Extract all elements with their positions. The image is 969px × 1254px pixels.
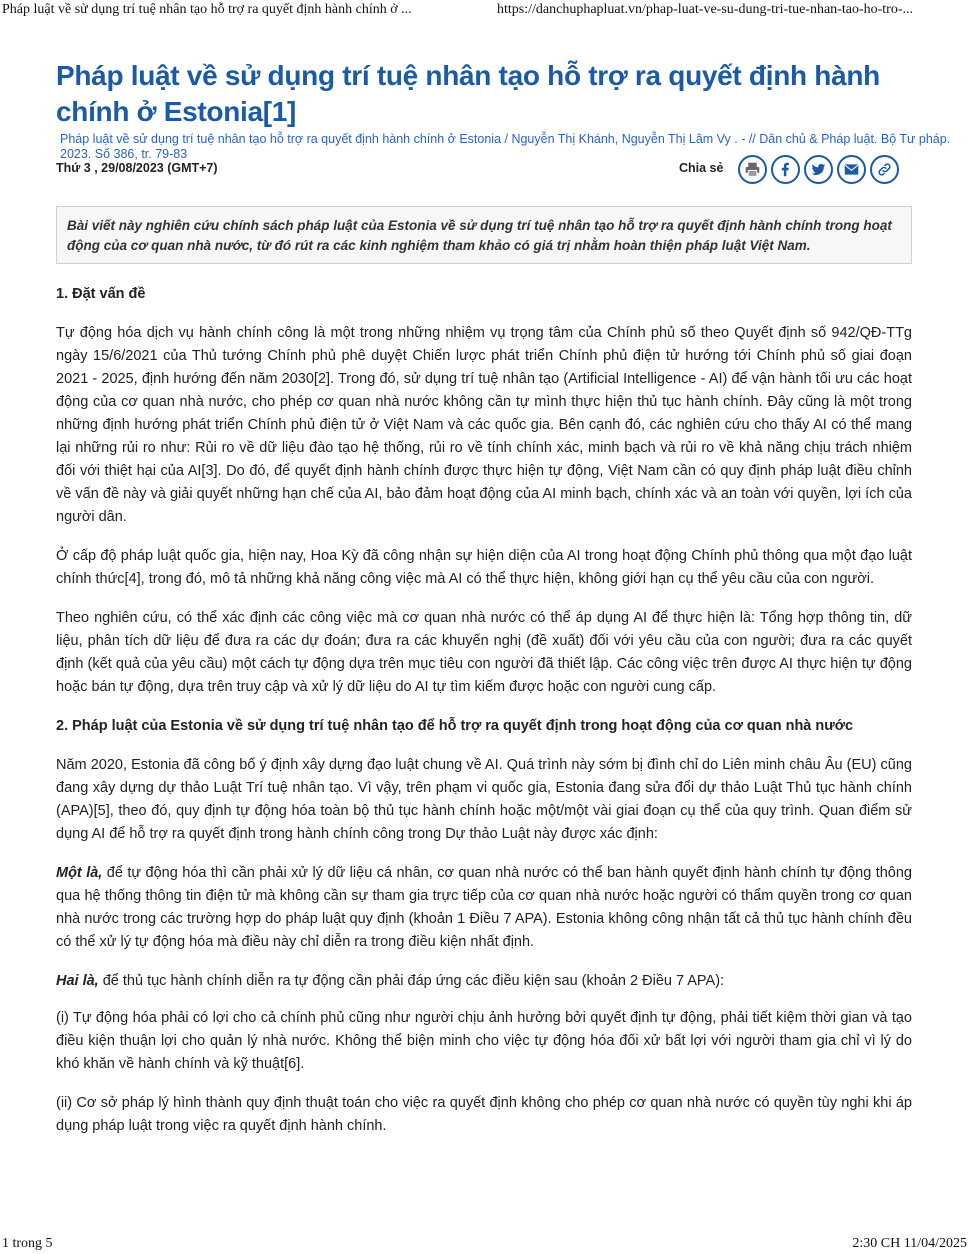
paragraph-3: Theo nghiên cứu, có thể xác định các công việc mà cơ quan nhà nước có thể áp dụng AI để thực hiện là: Tổng hợp thông tin, dữ liệu, phân tích dữ liệu để đưa ra các dự đoán; đưa ra các khuyến nghị (đề xuất) đối với yêu cầu của con người; đưa ra các quyết định (kết quả của yêu cầu) một cách tự động dựa trên mục tiêu con người đã thiết lập. Các công việc trên được AI thực hiện tự động hoặc bán tự động, dựa trên truy cập và xử lý dữ liệu do AI tự tìm kiếm được hoặc con người cung cấp. [56,610,912,695]
paragraph-6-lead: Hai là, [56,973,99,989]
print-icon[interactable] [738,155,767,184]
print-header-title: Pháp luật về sử dụng trí tuệ nhân tạo hỗ trợ ra quyết định hành chính ở ... [2,2,412,17]
print-footer [0,1236,969,1254]
paragraph-4: Năm 2020, Estonia đã công bố ý định xây dựng đạo luật chung về AI. Quá trình này sớm bị đình chỉ do Liên minh châu Âu (EU) cũng đang xây dựng dự thảo Luật Trí tuệ nhân tạo. Vì vậy, trên phạm vi quốc gia, Estonia đang sửa đổi dự thảo Luật Thủ tục hành chính (APA)[5], theo đó, quy định tự động hóa toàn bộ thủ tục hành chính hoặc một/một vài giai đoạn cụ thể của quy trình. Quan điểm sử dụng AI để hỗ trợ ra quyết định trong hành chính công trong Dự thảo Luật này được xác định: [56,757,912,842]
paragraph-8: (ii) Cơ sở pháp lý hình thành quy định thuật toán cho việc ra quyết định không cho phép cơ quan nhà nước có quyền tùy nghi khi áp dụng pháp luật trong việc ra quyết định hành chính. [56,1095,912,1134]
email-icon[interactable] [837,155,866,184]
twitter-icon[interactable] [804,155,833,184]
paragraph-6-text: để thủ tục hành chính diễn ra tự động cần phải đáp ứng các điều kiện sau (khoản 2 Điều 7 APA): [98,973,725,989]
article-body [56,283,912,1154]
meta-row [56,159,916,189]
print-header-url: https://danchuphapluat.vn/phap-luat-ve-su-dung-tri-tue-nhan-tao-ho-tro-... [497,2,913,17]
print-datetime: 2:30 CH 11/04/2025 [852,1236,967,1251]
paragraph-2: Ở cấp độ pháp luật quốc gia, hiện nay, Hoa Kỳ đã công nhận sự hiện diện của AI trong hoạt động Chính phủ thông qua một đạo luật chính thức[4], trong đó, mô tả những khả năng công việc mà AI có thể thực hiện, không giới hạn cụ thể yêu cầu của con người. [56,548,912,587]
page-title: Pháp luật về sử dụng trí tuệ nhân tạo hỗ trợ ra quyết định hành chính ở Estonia[1] [56,60,880,127]
citation-link[interactable]: Pháp luật về sử dụng trí tuệ nhân tạo hỗ trợ ra quyết định hành chính ở Estonia / Nguyễn Thị Khánh, Nguyễn Thị Lâm Vy . - // Dân chủ & Pháp luật. Bộ Tư pháp. 2023. Số 386, tr. 79-83 [60,132,951,161]
paragraph-5-lead: Một là, [56,865,103,881]
paragraph-5-text: để tự động hóa thì cần phải xử lý dữ liệu cá nhân, cơ quan nhà nước có thể ban hành quyết định hành chính tự động thông qua hệ thống thông tin điện tử mà không cần sự tham gia trực tiếp của cơ quan nhà nước hoặc người có thẩm quyền trong cơ quan nhà nước trong các trường hợp do pháp luật quy định (khoản 1 Điều 7 APA). Estonia không công nhận tất cả thủ tục hành chính đều có thể xử lý tự động hóa mà điều này chỉ diễn ra trong điều kiện nhất định. [56,865,912,950]
article-summary: Bài viết này nghiên cứu chính sách pháp luật của Estonia về sử dụng trí tuệ nhân tạo hỗ trợ ra quyết định hành chính trong hoạt động của cơ quan nhà nước, từ đó rút ra các kinh nghiệm tham khảo có giá trị nhằm hoàn thiện pháp luật Việt Nam. [56,206,912,264]
paragraph-1: Tự động hóa dịch vụ hành chính công là một trong những nhiệm vụ trọng tâm của Chính phủ số theo Quyết định số 942/QĐ-TTg ngày 15/6/2021 của Thủ tướng Chính phủ phê duyệt Chiến lược phát triển Chính phủ điện tử hướng tới Chính phủ số giai đoạn 2021 - 2025, định hướng đến năm 2030[2]. Trong đó, sử dụng trí tuệ nhân tạo (Artificial Intelligence - AI) để vận hành tối ưu các hoạt động của cơ quan nhà nước, cho phép cơ quan nhà nước không cần tự mình thực hiện thủ tục hành chính. Đây cũng là một trong những định hướng phát triển Chính phủ điện tử ở Việt Nam và các quốc gia. Bên cạnh đó, các nghiên cứu cho thấy AI có thể mang lại những rủi ro như: Rủi ro về dữ liệu đào tạo hệ thống, rủi ro về tính chính xác, minh bạch và rủi ro về khả năng chịu trách nhiệm đối với thiệt hại của AI[3]. Do đó, để quyết định hành chính được thực hiện tự động, Việt Nam cần có quy định pháp luật điều chỉnh về vấn đề này và giải quyết những hạn chế của AI, bảo đảm hoạt động của AI minh bạch, chính xác và an toàn với quyền, lợi ích của người dân. [56,325,912,525]
facebook-icon[interactable] [771,155,800,184]
page-counter: 1 trong 5 [2,1236,53,1251]
copy-link-icon[interactable] [870,155,899,184]
paragraph-5 [56,862,912,954]
print-header [0,2,969,22]
share-icons [738,155,899,184]
section-heading-2: 2. Pháp luật của Estonia về sử dụng trí tuệ nhân tạo để hỗ trợ ra quyết định trong hoạt động của cơ quan nhà nước [56,718,854,734]
section-heading-1: 1. Đặt vấn đề [56,286,146,302]
share-label: Chia sẻ [679,161,724,175]
article-header [56,58,914,130]
paragraph-6 [56,970,912,993]
publish-date: Thứ 3 , 29/08/2023 (GMT+7) [56,161,218,175]
paragraph-7: (i) Tự động hóa phải có lợi cho cả chính phủ cũng như người chịu ảnh hưởng bởi quyết định tự động, phải tiết kiệm thời gian và tạo điều kiện thuận lợi cho quản lý nhà nước. Không thể biện minh cho việc tự động hóa đối xử bất lợi với người tham gia chỉ vì lý do khó khăn về hành chính và kỹ thuật[6]. [56,1010,912,1072]
